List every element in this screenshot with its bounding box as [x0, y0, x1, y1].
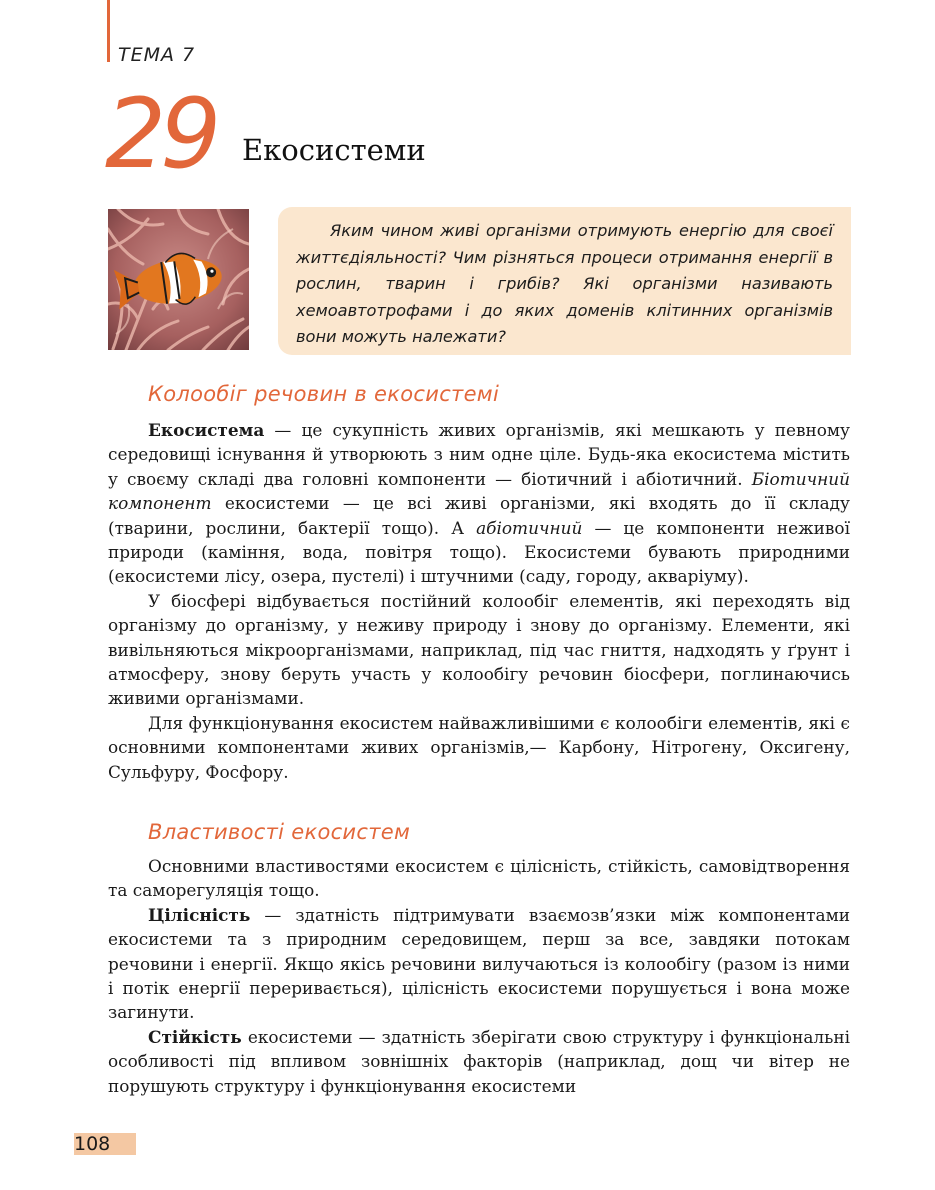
page-number: [74, 1133, 136, 1155]
paragraph-biosphere-cycle: У біосфері відбувається постійний колообіг елементів, які переходять від організму до організму, у неживу природу і знову до організму. Елементи, які вивільняються мікроорганізмами, наприклад, під час гниття, надходять у ґрунт і атмосферу, знову беруть участь у колообігу речовин біосфери, поглинаючись живими організмами.: [108, 590, 850, 709]
section-heading-cycle: Колообіг речовин в екосистемі: [148, 382, 500, 406]
paragraph-ecosystem-definition: [108, 418, 850, 589]
lesson-questions: Яким чином живі організми отримують енергію для своєї життєдіяльності? Чим різняться процеси отримання енергії в рослин, тварин і грибів? Які організми називають хемоавтотрофами і до яких доменів клітинних організмів вони можуть належати?: [296, 221, 833, 346]
paragraph-element-cycles: Для функціонування екосистем найважливішими є колообіги елементів, які є основними компонентами живих організмів,— Карбону, Нітрогену, Оксигену, Сульфуру, Фосфору.: [108, 712, 850, 782]
paragraph-text: — це сукупність живих організмів, які мешкають у певному середовищі існування й утворюють з ним одне ціле. Будь-яка екосистема містить у своєму складі два головні компоненти — біотичний і абіотичний.: [108, 420, 850, 489]
term-biotic-component: Біотичний компонент: [108, 468, 850, 514]
section-heading-properties: Властивості екосистем: [148, 820, 411, 844]
topic-label: ТЕМА 7: [118, 44, 196, 66]
lesson-title: Екосистеми: [242, 133, 426, 167]
paragraph-stability: [108, 1025, 850, 1098]
term-ecosystem: Екосистема: [148, 420, 265, 440]
section-body-properties: [108, 854, 850, 1098]
paragraph-text: екосистеми — здатність зберігати свою структуру і функціональні особливості під впливом зовнішніх факторів (наприклад, дощ чи вітер не порушують структуру і функціонування екосистеми: [108, 1026, 850, 1096]
term-stability: Стійкість: [148, 1026, 242, 1047]
page-number-label: 108: [74, 1133, 111, 1155]
paragraph-integrity: [108, 903, 850, 1025]
paragraph-text: — здатність підтримувати взаємозв’язки між компонентами екосистеми та з природним середовищем, перш за все, завдяки потокам речовини і енергії. Якщо якісь речовини вилучаються із колообігу (разом із ними і потік енергії переривається), цілісність екосистеми порушується і вона може загинути.: [108, 904, 850, 1023]
paragraph-main-properties: Основними властивостями екосистем є цілісність, стійкість, самовідтворення та саморегуляція тощо.: [108, 856, 850, 901]
term-integrity: Цілісність: [148, 904, 251, 925]
clownfish-photo: [108, 209, 249, 350]
topic-side-rule: [107, 0, 110, 62]
lesson-number: 29: [105, 78, 216, 190]
section-body-cycle: [108, 418, 850, 784]
term-abiotic: абіотичний: [476, 517, 583, 538]
paragraph-text: — це компоненти неживої природи (каміння, вода, повітря тощо). Екосистеми бувають природними (екосистеми лісу, озера, пустелі) і штучними (саду, городу, акваріуму).: [108, 517, 850, 587]
lesson-questions-box: [278, 207, 851, 355]
paragraph-text: екосистеми — це всі живі організми, які входять до її складу (тварини, рослини, бактерії тощо). А: [108, 493, 850, 538]
clownfish-illustration: [108, 209, 249, 350]
